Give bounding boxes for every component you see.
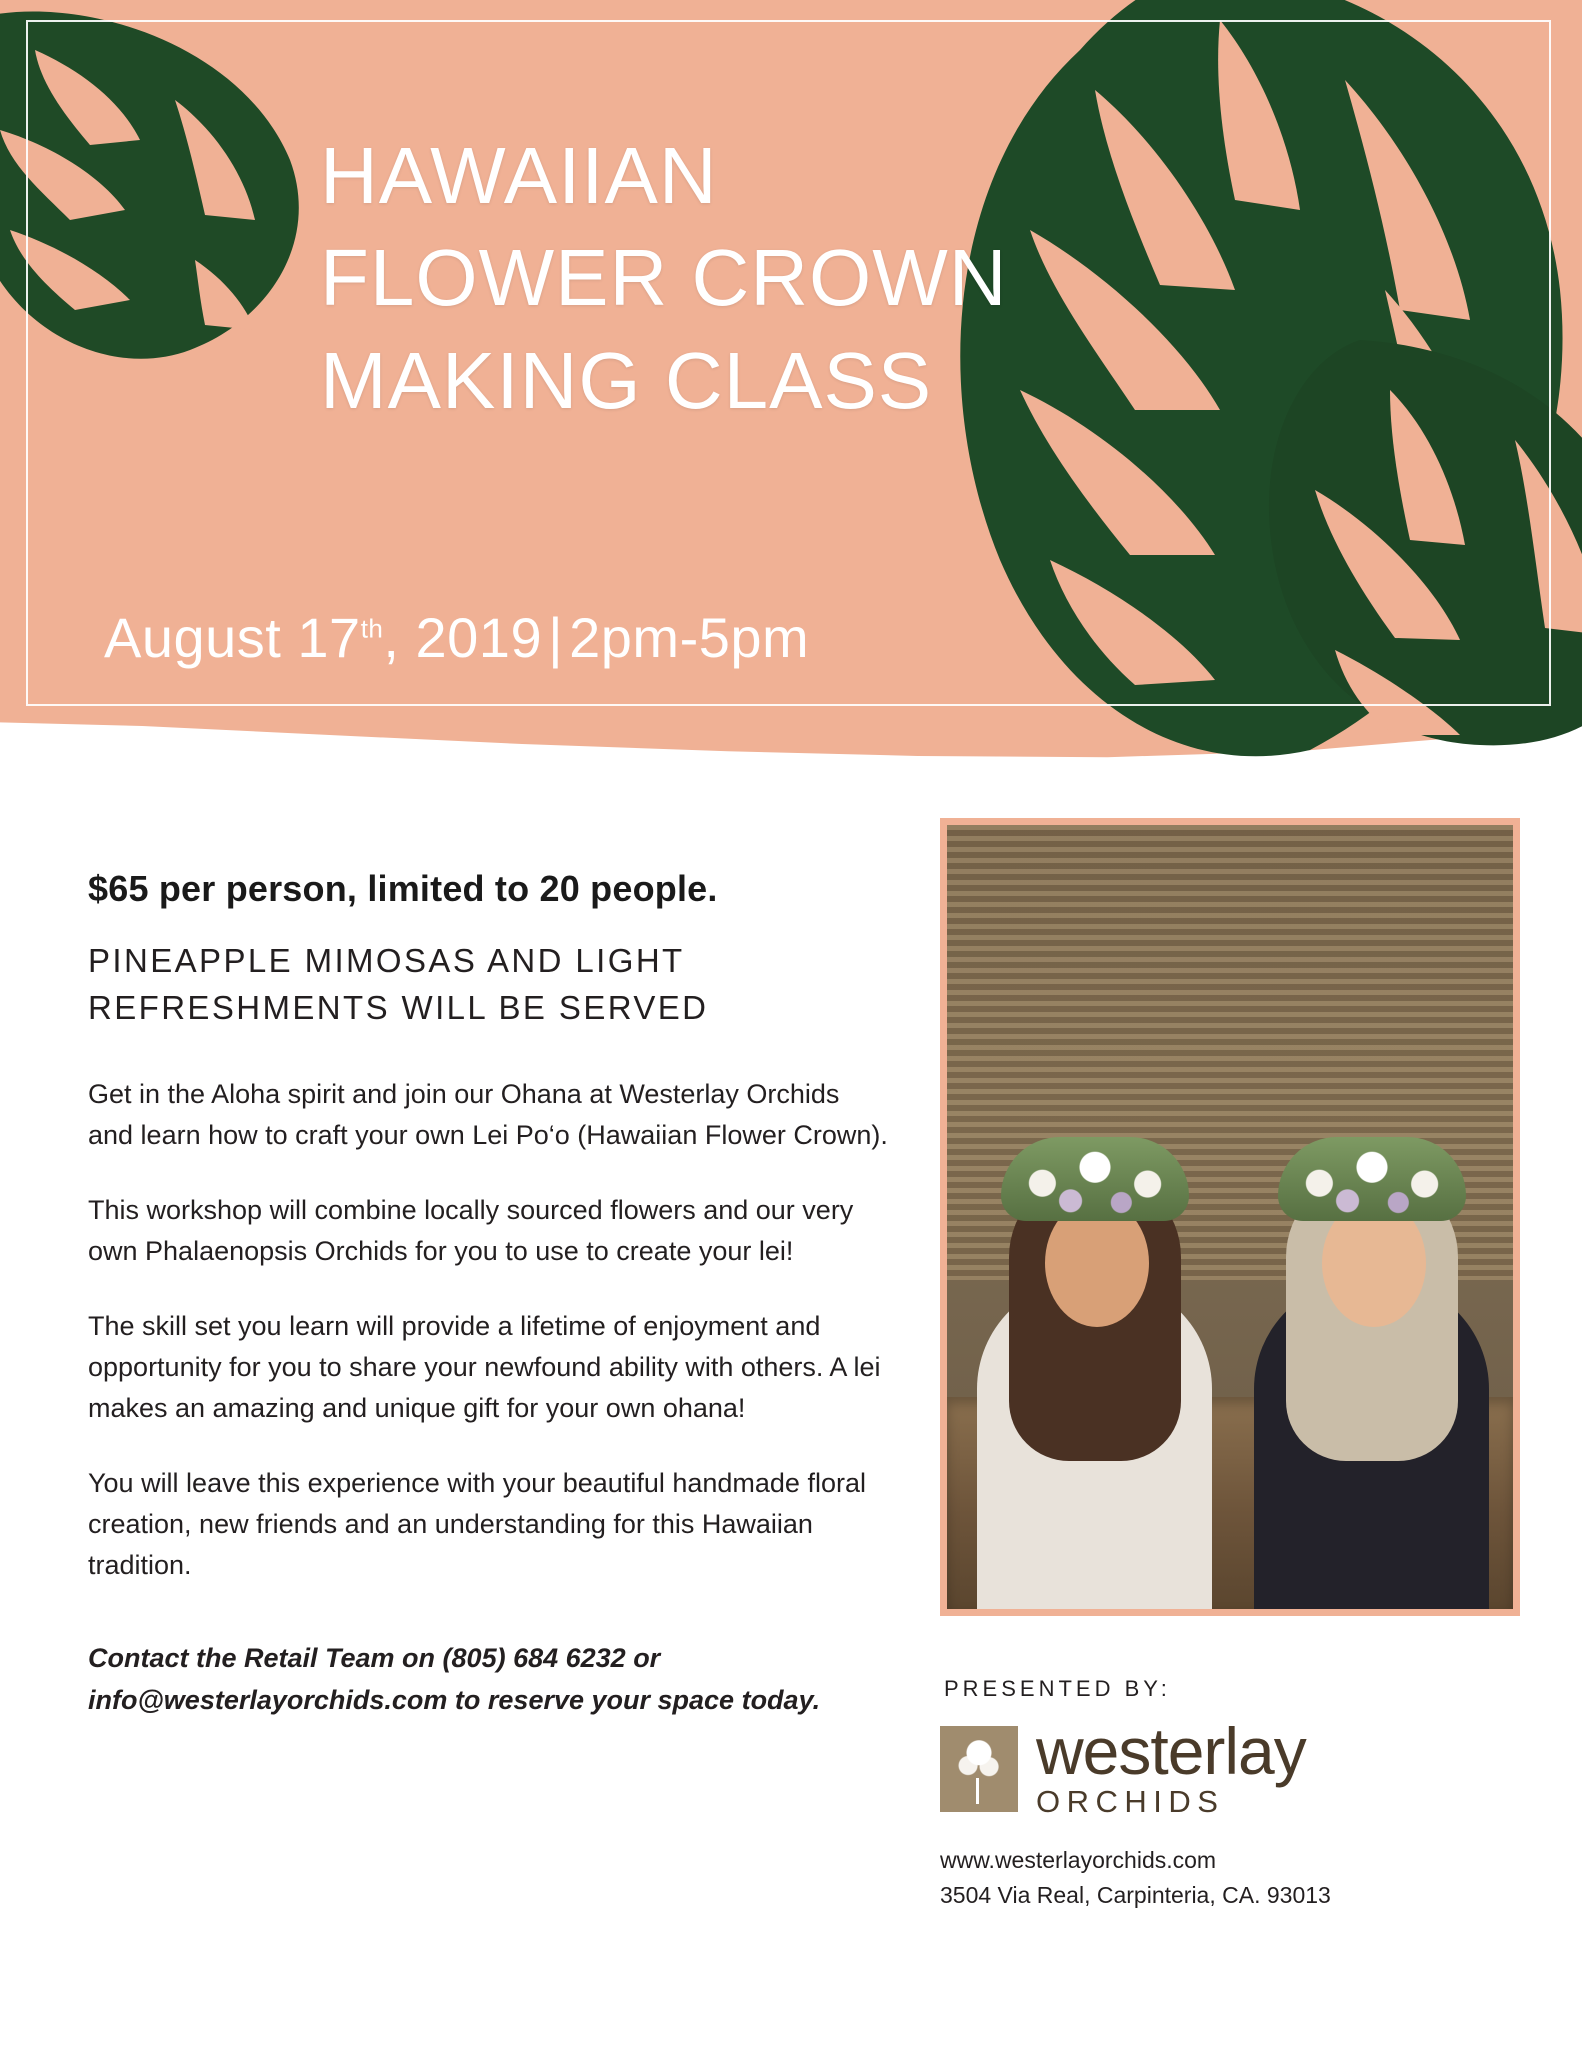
- title-line-1: HAWAIIAN: [320, 131, 718, 220]
- media-column: [940, 818, 1520, 1912]
- poster-header: [0, 0, 1582, 790]
- photo-person: [967, 1049, 1222, 1609]
- price-line: $65 per person, limited to 20 people.: [88, 868, 718, 909]
- details-column: [88, 868, 898, 1722]
- description-paragraph: Get in the Aloha spirit and join our Ohana at Westerlay Orchids and learn how to craft your own Lei Po‘o (Hawaiian Flower Crown).: [88, 1078, 888, 1150]
- description-paragraph: You will leave this experience with your beautiful handmade floral creation, new friends and an understanding for this Hawaiian tradition.: [88, 1467, 866, 1580]
- flower-crown-icon: [1001, 1137, 1189, 1221]
- presented-by-label: PRESENTED BY:: [944, 1676, 1171, 1701]
- orchid-logo-icon: [940, 1726, 1018, 1812]
- westerlay-logo: [940, 1714, 1520, 1820]
- contact-line: Contact the Retail Team on (805) 684 6232 or info@westerlayorchids.com to reserve your space today.: [88, 1643, 821, 1715]
- company-contact-info: [940, 1843, 1520, 1912]
- flower-crown-icon: [1278, 1137, 1466, 1221]
- date-time-divider: |: [548, 606, 564, 669]
- company-website: www.westerlayorchids.com: [940, 1847, 1217, 1874]
- date-ordinal-suffix: th: [360, 613, 384, 644]
- company-address: 3504 Via Real, Carpinteria, CA. 93013: [940, 1881, 1331, 1908]
- description-paragraph: The skill set you learn will provide a lifetime of enjoyment and opportunity for you to share your newfound ability with others. A lei makes an amazing and unique gift for your own ohana!: [88, 1310, 881, 1423]
- title-line-3: MAKING CLASS: [320, 335, 933, 425]
- event-date-time: [104, 605, 809, 670]
- presented-by-block: [940, 1676, 1520, 1912]
- event-time: 2pm-5pm: [569, 606, 810, 669]
- logo-brand-name: westerlay: [1036, 1714, 1306, 1788]
- event-year: , 2019: [383, 606, 543, 669]
- title-line-2: FLOWER CROWN: [320, 233, 1008, 323]
- event-date: August 17: [104, 606, 361, 669]
- monstera-leaf-icon: [1240, 330, 1582, 750]
- description-paragraph: This workshop will combine locally sourced flowers and our very own Phalaenopsis Orchids for you to use to create your lei!: [88, 1194, 854, 1266]
- refreshments-line: PINEAPPLE MIMOSAS AND LIGHT REFRESHMENTS WILL BE SERVED: [88, 942, 709, 1026]
- logo-wordmark: [1036, 1714, 1306, 1820]
- logo-brand-subtitle: ORCHIDS: [1036, 1784, 1225, 1820]
- class-photo: [940, 818, 1520, 1616]
- monstera-leaf-icon: [0, 0, 360, 400]
- poster-body: [0, 790, 1582, 2048]
- photo-person: [1244, 1049, 1499, 1609]
- page-title: [320, 125, 1008, 432]
